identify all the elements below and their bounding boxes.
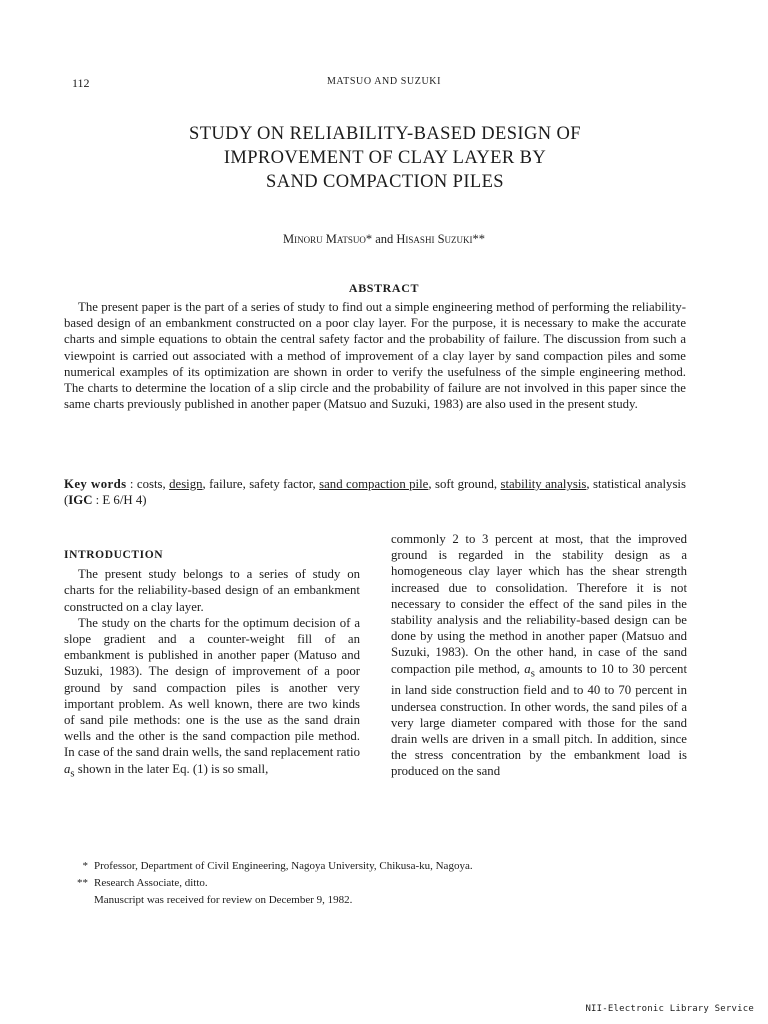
manuscript-note: Manuscript was received for review on December 9, 1982. — [94, 894, 353, 906]
title-line-1: STUDY ON RELIABILITY-BASED DESIGN OF — [189, 124, 581, 144]
symbol-a-right: a — [524, 661, 531, 676]
right-column-paragraph — [391, 531, 687, 780]
symbol-a: a — [64, 761, 71, 776]
footnotes — [64, 858, 686, 909]
keyword-sand-compaction-pile: sand compaction pile — [319, 477, 429, 491]
author-joiner: and — [375, 232, 394, 246]
igc-label: IGC — [68, 493, 93, 508]
keywords-label: Key words — [64, 477, 127, 491]
keyword-safety-factor: safety factor — [249, 477, 313, 491]
keywords-line: Key words : costs, design, failure, safety factor, sand compaction pile, soft ground, stability analysis, statistical analysis (IGC : E 6/H 4) — [64, 477, 686, 508]
author-1-family: Matsuo* — [325, 232, 373, 246]
intro-paragraph-1: The present study belongs to a series of study on charts for the reliability-based design of an embankment constructed on a clay layer. — [64, 567, 360, 614]
footnote — [64, 875, 686, 892]
symbol-subscript-s-right: s — [530, 668, 535, 680]
symbol-subscript-s: s — [70, 768, 75, 780]
footnote-mark: ** — [77, 877, 88, 889]
footnote — [64, 858, 686, 875]
keyword-design: design — [169, 477, 203, 491]
keyword-soft-ground: soft ground — [434, 477, 494, 491]
running-head: MATSUO AND SUZUKI — [326, 76, 442, 87]
title-line-2: IMPROVEMENT OF CLAY LAYER BY — [223, 148, 547, 168]
paper-title — [90, 122, 680, 194]
author-line — [0, 232, 768, 247]
title-line-3: SAND COMPACTION PILES — [266, 172, 504, 192]
abstract-body — [64, 299, 686, 412]
keyword-failure: failure — [209, 477, 243, 491]
left-column — [64, 531, 360, 782]
keyword-costs: costs — [136, 477, 163, 491]
intro-paragraph-2 — [64, 615, 360, 783]
footnote-mark: * — [82, 860, 88, 872]
footnote-text: Research Associate, ditto. — [94, 877, 208, 889]
intro-paragraph-2-text: The study on the charts for the optimum decision of a slope gradient and a counter-weight fill of an embankment is published in another paper (Matuso and Suzuki, 1983). The design of improvement of a poor ground by sand compaction piles is another very important problem. As well known, there are two kinds of sand pile methods: one is the use as the sand drain wells and the other is the sand compaction pile method. In case of the sand drain wells, the sand replacement ratio — [64, 615, 360, 760]
keyword-statistical-analysis: statistical analysis — [592, 477, 686, 491]
introduction-heading: INTRODUCTION — [64, 549, 164, 561]
author-2-family: Suzuki** — [437, 232, 486, 246]
right-column-text-1: commonly 2 to 3 percent at most, that the improved ground is regarded in the stability design as a homogeneous clay layer which has the shear strength increased due to consolidation. Therefore it is not necessary to consider the effect of the sand piles in the stability analysis and the reliability-based design can be done by using the method in another paper (Matsuo and Suzuki, 1983). On the other hand, in case of the sand compaction pile method, — [391, 532, 687, 676]
footnote-text: Professor, Department of Civil Engineering, Nagoya University, Chikusa-ku, Nagoya. — [94, 860, 473, 872]
author-2-given: Hisashi — [396, 232, 435, 246]
abstract-paragraph: The present paper is the part of a series of study to find out a simple engineering method of performing the reliability-based design of an embankment constructed on a poor clay layer. For the purpose, it is necessary to make the accurate charts and simple equations to obtain the central safety factor and the probability of failure. The discussion from such a viewpoint is carried out associated with a method of improvement of a clay layer by sand compaction piles and some numerical examples of its optimization are shown in order to verify the usefulness of the simple engineering method. The charts to determine the location of a slip circle and the probability of failure are not involved in this paper since the same charts previously published in another paper (Matsuo and Suzuki, 1983) are also used in the present study. — [64, 300, 686, 412]
abstract-heading: ABSTRACT — [348, 281, 420, 295]
intro-paragraph-2-end: shown in the later Eq. (1) is so small, — [77, 761, 269, 776]
right-column — [391, 531, 687, 780]
keywords-colon: : — [126, 477, 137, 491]
igc-value: : E 6/H 4) — [92, 493, 147, 508]
page-number: 112 — [72, 76, 90, 90]
keyword-stability-analysis: stability analysis — [500, 477, 587, 491]
author-1-given: Minoru — [282, 232, 323, 246]
library-footer: NII-Electronic Library Service — [585, 1004, 754, 1014]
right-column-text-2: amounts to 10 to 30 percent in land side construction field and to 40 to 70 percent in undersea construction. In other words, the sand piles of a very large diameter compared with those for the sand drain wells are driven in a small pitch. In addition, since the stress concentration by the embankment load is produced on the sand — [391, 661, 688, 779]
